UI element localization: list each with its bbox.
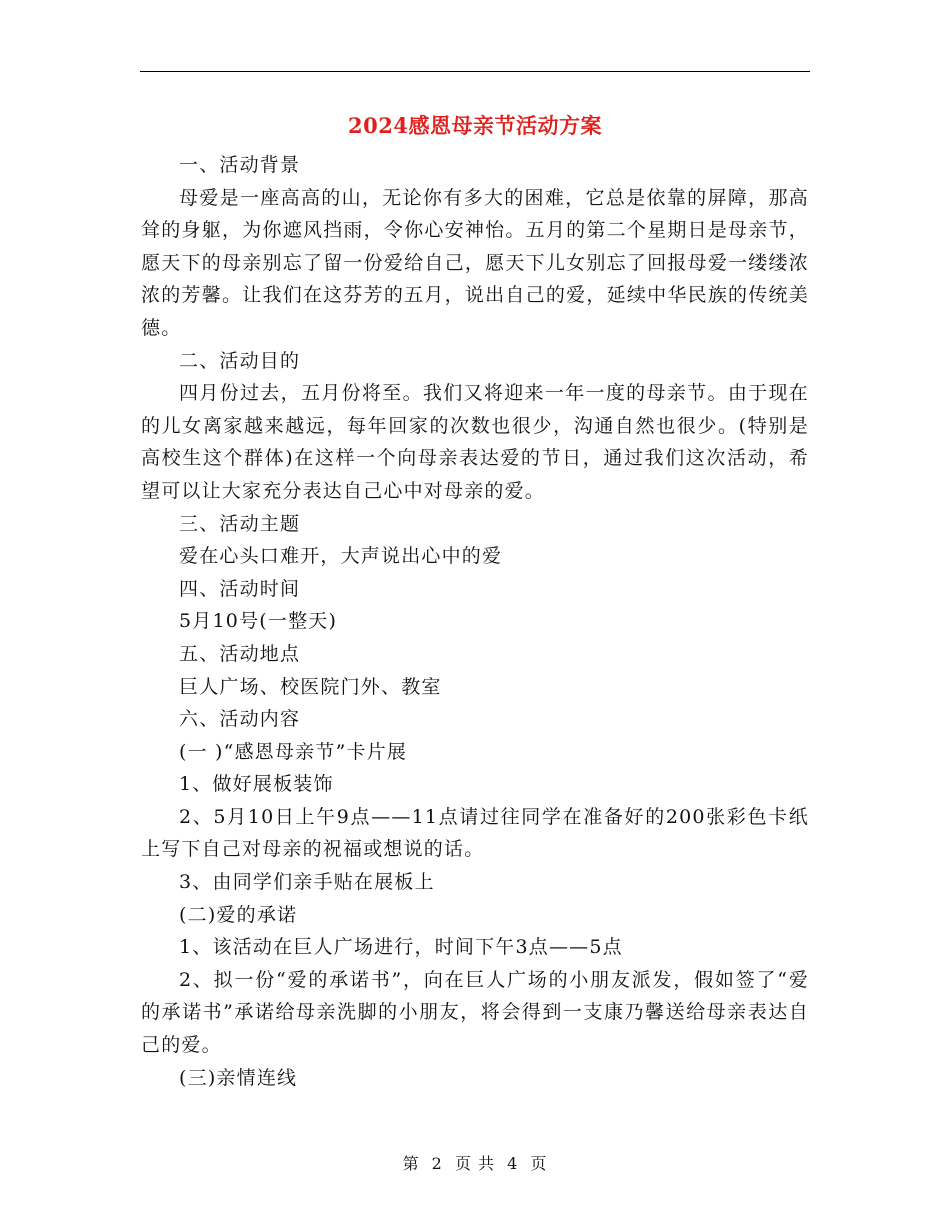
header-rule: [140, 71, 810, 72]
paragraph-location: 巨人广场、校医院门外、教室: [179, 675, 442, 698]
subsection-promise: (二)爱的承诺: [179, 903, 298, 926]
list-item: 3、由同学们亲手贴在展板上: [179, 871, 435, 894]
paragraph-background: 母爱是一座高高的山，无论你有多大的困难，它总是依靠的屏障，那高耸的身躯，为你遮风挡雨，令你心安神怡。五月的第二个星期日是母亲节，愿天下的母亲别忘了留一份爱给自己，愿天下儿女别忘了回报母爱一缕缕浓浓的芳馨。让我们在这芬芳的五月，说出自己的爱，延续中华民族的传统美德。: [141, 186, 809, 339]
footer-suffix: 页: [530, 1154, 548, 1173]
section-heading-theme: 三、活动主题: [179, 512, 301, 535]
list-item: 1、该活动在巨人广场进行，时间下午3点——5点: [179, 936, 623, 959]
paragraph-purpose: 四月份过去，五月份将至。我们又将迎来一年一度的母亲节。由于现在的儿女离家越来越远，每年回家的次数也很少，沟通自然也很少。(特别是高校生这个群体)在这样一个向母亲表达爱的节日，通过我们这次活动，希望可以让大家充分表达自己心中对母亲的爱。: [141, 382, 809, 502]
subsection-family-call: (三)亲情连线: [179, 1066, 298, 1089]
document-body: [141, 149, 809, 1094]
paragraph-time: 5月10号(一整天): [179, 610, 338, 633]
section-heading-location: 五、活动地点: [179, 642, 301, 665]
total-page-number: 4: [507, 1154, 519, 1173]
paragraph-theme: 爱在心头口难开，大声说出心中的爱: [179, 545, 503, 568]
list-item: 1、做好展板装饰: [179, 773, 334, 796]
section-heading-time: 四、活动时间: [179, 577, 301, 600]
section-heading-background: 一、活动背景: [179, 154, 301, 176]
subsection-card-exhibition: (一 )“感恩母亲节”卡片展: [179, 740, 408, 763]
page-footer: [0, 1152, 950, 1176]
section-heading-purpose: 二、活动目的: [179, 349, 301, 372]
document-title: 2024感恩母亲节活动方案: [348, 113, 602, 138]
section-heading-content: 六、活动内容: [179, 708, 301, 731]
list-item: 2、5月10日上午9点——11点请过往同学在准备好的200张彩色卡纸上写下自己对母亲的祝福或想说的话。: [141, 805, 809, 861]
footer-prefix: 第: [402, 1154, 420, 1173]
list-item: 2、拟一份“爱的承诺书”，向在巨人广场的小朋友派发，假如签了“爱的承诺书”承诺给母亲洗脚的小朋友，将会得到一支康乃馨送给母亲表达自己的爱。: [141, 968, 809, 1057]
footer-middle: 页 共: [454, 1154, 496, 1173]
current-page-number: 2: [431, 1154, 443, 1173]
